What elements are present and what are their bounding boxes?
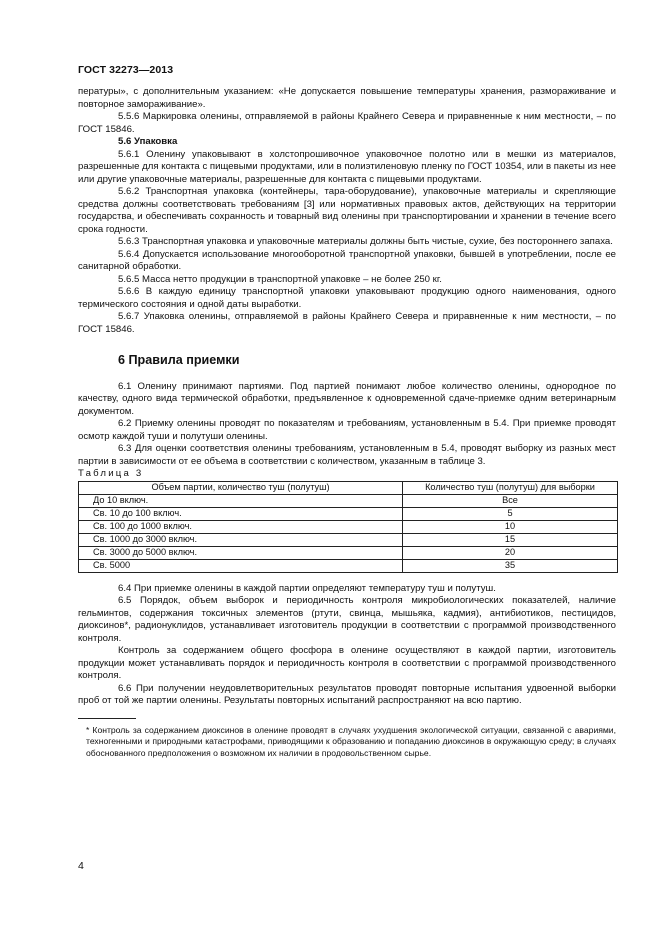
page-content [78,86,616,759]
paragraph: Контроль за содержанием общего фосфора в оленине осуществляют в каждой партии, изготовитель продукции может устанавливать порядок и периодичность контроля в соответствии с программой производственного контроля. [78,645,616,681]
paragraph: 6.5 Порядок, объем выборок и периодичность контроля микробиологических показателей, наличие гельминтов, содержания токсичных элементов (ртути, свинца, мышьяка, кадмия), антибиотиков, пестицидов, диоксинов*, радионуклидов, устанавливает изготовитель продукции в соответствии с программой производственного контроля. [78,595,616,644]
paragraph: 5.6.7 Упаковка оленины, отправляемой в районы Крайнего Севера и приравненные к ним местности, – по ГОСТ 15846. [78,311,616,335]
paragraph: 5.6.1 Оленину упаковывают в холстопрошивочное упаковочное полотно или в мешки из материалов, разрешенные для контакта с пищевыми продуктами, или в полиэтиленовую пленку по ГОСТ 10354, или в пакеты из нее или другие упаковочные материалы, разрешенные для контакта с пищевыми продуктами. [78,148,616,185]
paragraph: пературы», с дополнительным указанием: «Не допускается повышение температуры хранения, размораживание и повторное замораживание». [78,86,616,110]
page-number: 4 [78,860,84,872]
paragraph: 6.1 Оленину принимают партиями. Под партией понимают любое количество оленины, однородное по качеству, одного вида термической обработки, предъявленное к одновременной сдаче-приемке одним ветеринарным документом. [78,380,616,417]
document-header: ГОСТ 32273—2013 [78,64,174,76]
paragraph: 5.6.5 Масса нетто продукции в транспортной упаковке – не более 250 кг. [118,273,442,285]
footnote-divider [78,718,136,719]
paragraph: 6.4 При приемке оленины в каждой партии определяют температуру туш и полутуш. [118,582,496,594]
column-header-sample-count: Количество туш (полутуш) для выборки [403,481,618,494]
table-header-row [79,481,618,494]
table-cell: 20 [403,546,618,559]
table-cell: Все [403,494,618,507]
table-cell: Св. 10 до 100 включ. [79,507,403,520]
table-cell: 35 [403,559,618,572]
table-row [79,494,618,507]
paragraph: 6.2 Приемку оленины проводят по показателям и требованиям, установленным в 5.4. При приемке проводят осмотр каждой туши и полутуши оленины. [78,418,616,442]
sampling-table [78,481,618,573]
table-cell: Св. 100 до 1000 включ. [79,520,403,533]
table-row [79,507,618,520]
table-caption: Таблица 3 [78,468,144,479]
subsection-title: 5.6 Упаковка [118,136,178,147]
table-row [79,520,618,533]
table-cell: 5 [403,507,618,520]
paragraph: 5.5.6 Маркировка оленины, отправляемой в районы Крайнего Севера и приравненные к ним местности, – по ГОСТ 15846. [78,111,616,135]
table-cell: Св. 5000 [79,559,403,572]
paragraph: 6.6 При получении неудовлетворительных результатов проводят повторные испытания удвоенной выборки проб от той же партии оленины. Результаты повторных испытаний распространяют на всю партию. [78,682,616,706]
column-header-lot-volume: Объем партии, количество туш (полутуш) [79,481,403,494]
table-cell: 15 [403,533,618,546]
paragraph: 5.6.3 Транспортная упаковка и упаковочные материалы должны быть чистые, сухие, без постороннего запаха. [118,236,613,247]
paragraph: 5.6.2 Транспортная упаковка (контейнеры, тара-оборудование), упаковочные материалы и скрепляющие средства должны соответствовать требованиям [3] или нормативных правовых актов, действующих на территории государства, и обеспечивать сохранность и товарный вид оленины при транспортировании и хранении в течение всего срока годности. [78,186,616,235]
footnote-text: * Контроль за содержанием диоксинов в оленине проводят в случаях ухудшения экологической ситуации, связанной с авариями, техногенными и природными катастрофами, приводящими к образованию и попаданию диоксинов в окружающую среду; в случаях обоснованного предположения о возможном их наличии в продовольственном сырье. [86,724,616,758]
footnote [78,725,616,760]
table-cell: 10 [403,520,618,533]
table-cell: До 10 включ. [79,494,403,507]
table-row [79,546,618,559]
paragraph: 5.6.6 В каждую единицу транспортной упаковки упаковывают продукцию одного наименования, одного термического состояния и одной даты выработки. [78,286,616,310]
table-row [79,559,618,572]
table-cell: Св. 1000 до 3000 включ. [79,533,403,546]
table-cell: Св. 3000 до 5000 включ. [79,546,403,559]
paragraph: 6.3 Для оценки соответствия оленины требованиям, установленным в 5.4, проводят выборку из разных мест партии в зависимости от ее объема в соответствии с количеством, указанным в таблице 3. [78,443,616,467]
post-table-text [78,583,616,708]
paragraph: 5.6.4 Допускается использование многооборотной транспортной упаковки, бывшей в употреблении, после ее санитарной обработки. [78,248,616,272]
table-row [79,533,618,546]
section-title: 6 Правила приемки [118,353,240,367]
